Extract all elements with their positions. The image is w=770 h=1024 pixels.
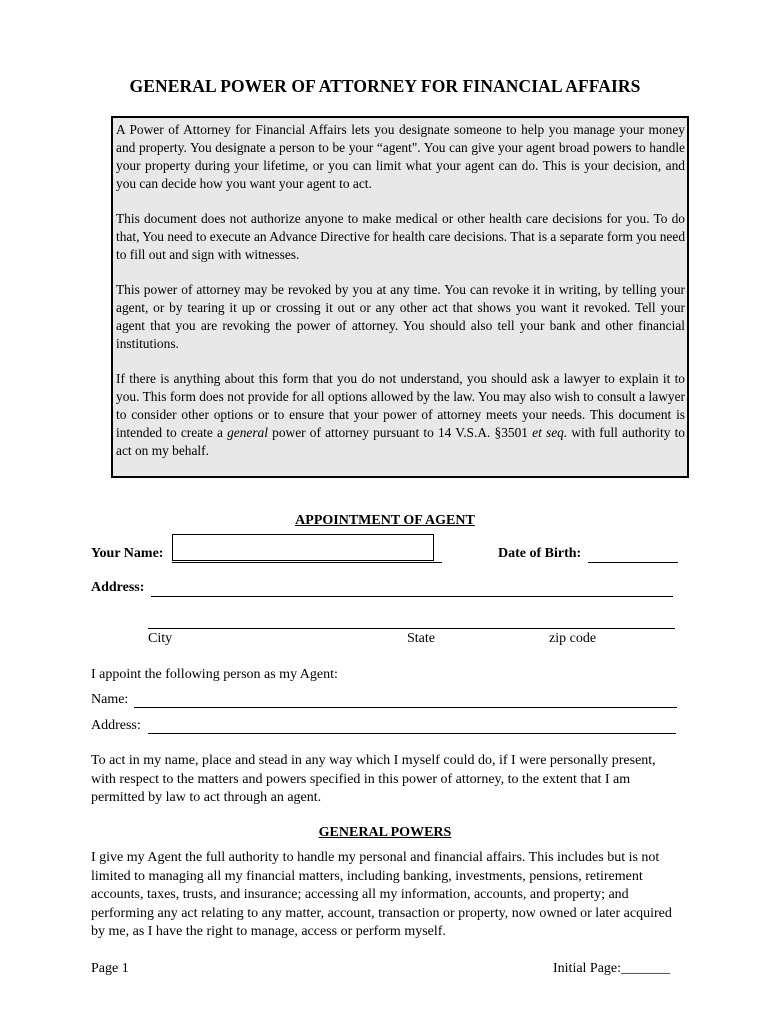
act-text: To act in my name, place and stead in any way which I myself could do, if I were personally present, with respect to the matters and powers specified in this power of attorney, to the extent that I am permitted by law to act through an agent. xyxy=(91,753,656,805)
dob-field[interactable] xyxy=(588,562,678,563)
appoint-text: I appoint the following person as my Agent: xyxy=(91,667,338,682)
dob-label: Date of Birth: xyxy=(498,546,582,561)
document-title: GENERAL POWER OF ATTORNEY FOR FINANCIAL AFFAIRS xyxy=(129,76,641,96)
agent-name-label: Name: xyxy=(91,692,129,707)
agent-address-field[interactable] xyxy=(148,733,676,734)
general-powers-text: I give my Agent the full authority to handle my personal and financial affairs. This includes but is not limited to managing all my financial matters, including banking, investments, pensions, retirement accounts, taxes, trusts, and insurance; accessing all my information, accounts, and property; and performing any act relating to any matter, account, transaction or property, now owned or later acquired by me, as I have the right to manage, access or perform myself. xyxy=(91,850,672,939)
info-paragraph-3: This power of attorney may be revoked by you at any time. You can revoke it in writing, by telling your agent, or by tearing it up or crossing it out or any other act that shows you want it revoked. Tell your agent that you are revoking the power of attorney. You should also tell your bank and other financial institutions. xyxy=(116,282,685,351)
initial-page-field[interactable]: Initial Page:_______ xyxy=(553,961,671,976)
info-paragraph-4: If there is anything about this form that you do not understand, you should ask a lawyer to explain it to you. This form does not provide for all options allowed by the law. You may also wish to consult a lawyer to consider other options or to ensure that your power of attorney meets your needs. This document is intended to create a general power of attorney pursuant to 14 V.S.A. §3501 et seq. with full authority to act on my behalf. xyxy=(116,371,685,458)
agent-address-label: Address: xyxy=(91,718,141,733)
your-name-field[interactable] xyxy=(172,534,434,561)
info-paragraph-1: A Power of Attorney for Financial Affairs lets you designate someone to help you manage your money and property. You designate a person to be your “agent". You can give your agent broad powers to handle your property during your lifetime, or you can limit what your agent can do. This is your decision, and you can decide how you want your agent to act. xyxy=(116,122,685,191)
your-name-label: Your Name: xyxy=(91,546,164,561)
zip-label: zip code xyxy=(549,631,597,646)
address-line-2-field[interactable] xyxy=(148,628,675,629)
your-name-line xyxy=(172,562,442,563)
address-label: Address: xyxy=(91,580,145,595)
city-label: City xyxy=(148,631,173,646)
address-field[interactable] xyxy=(151,596,673,597)
page-number: Page 1 xyxy=(91,961,129,976)
general-powers-heading: GENERAL POWERS xyxy=(318,825,452,840)
state-label: State xyxy=(407,631,435,646)
info-paragraph-2: This document does not authorize anyone to make medical or other health care decisions for you. To do that, You need to execute an Advance Directive for health care decisions. That is a separate form you need to fill out and sign with witnesses. xyxy=(116,211,686,262)
appointment-heading: APPOINTMENT OF AGENT xyxy=(295,513,475,528)
agent-name-field[interactable] xyxy=(134,707,677,708)
info-box xyxy=(111,116,689,478)
